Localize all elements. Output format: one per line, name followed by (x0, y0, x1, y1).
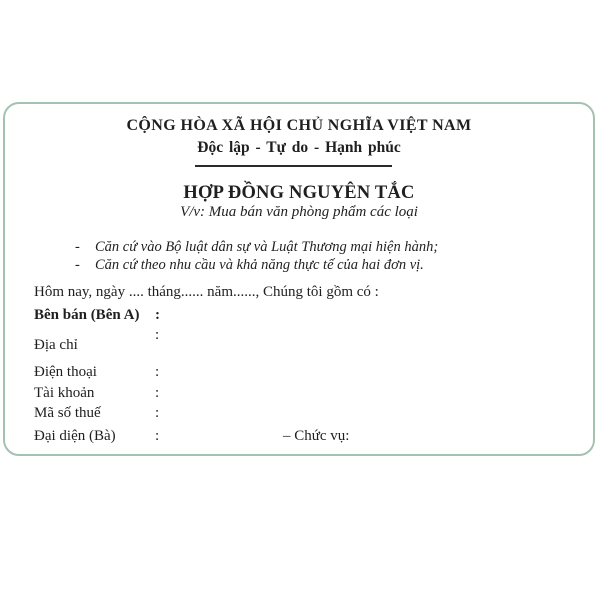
row-colon: : (155, 428, 160, 444)
contract-subject: V/v: Mua bán văn phòng phẩm các loại (180, 204, 418, 220)
row-colon: : (155, 327, 160, 343)
ground-text: Căn cứ vào Bộ luật dân sự và Luật Thương mại hiện hành; (95, 239, 439, 255)
national-title: CỘNG HÒA XÃ HỘI CHỦ NGHĨA VIỆT NAM (126, 117, 472, 134)
form-row-seller (34, 307, 160, 324)
document-card (3, 102, 595, 456)
form-row-representative (34, 428, 350, 445)
national-motto: Độc lập - Tự do - Hạnh phúc (197, 139, 401, 156)
form-row-taxcode (34, 405, 159, 422)
row-label: Địa chỉ (34, 337, 78, 353)
row-label: Đại diện (Bà) (34, 428, 116, 444)
row-colon: : (155, 364, 160, 380)
bullet-dash: - (75, 239, 80, 255)
form-row-address (34, 337, 155, 354)
intro-line: Hôm nay, ngày .... tháng...... năm......, Chúng tôi gồm có : (34, 284, 379, 300)
row-label: Tài khoản (34, 385, 95, 401)
contract-title: HỢP ĐỒNG NGUYÊN TẮC (183, 183, 415, 203)
row-label: Bên bán (Bên A) (34, 307, 140, 323)
motto-underline (195, 165, 392, 167)
bullet-dash: - (75, 257, 80, 273)
row-label: Mã số thuế (34, 405, 101, 421)
row-colon: : (155, 307, 160, 323)
position-label: – Chức vụ: (283, 428, 350, 444)
row-colon: : (155, 385, 160, 401)
form-row-account (34, 385, 159, 402)
ground-text: Căn cứ theo nhu cầu và khả năng thực tế của hai đơn vị. (95, 257, 424, 273)
row-colon: : (155, 405, 160, 421)
row-label: Điện thoại (34, 364, 97, 380)
form-row-phone (34, 364, 159, 381)
